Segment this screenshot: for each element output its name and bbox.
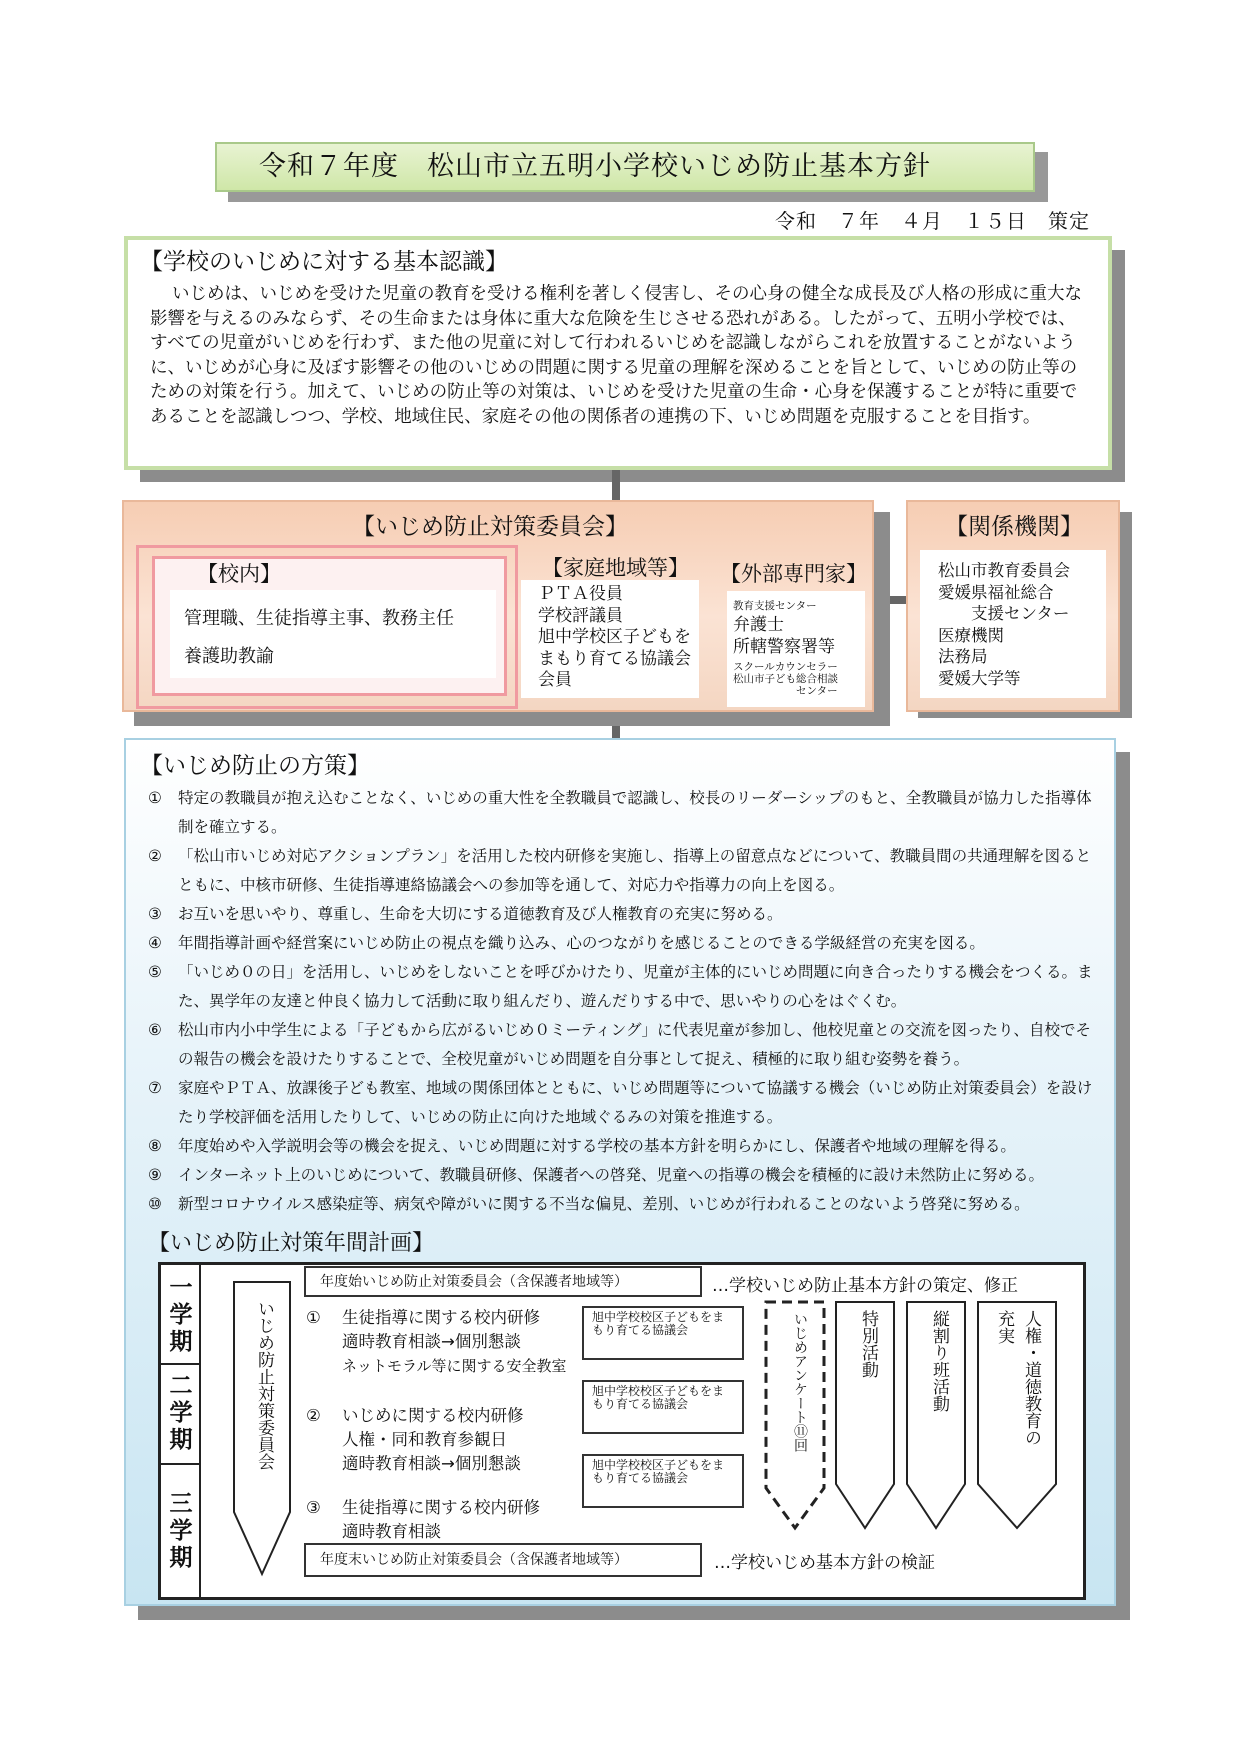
term1-line1: 生徒指導に関する校内研修 [342,1308,540,1327]
recognition-heading: 【学校のいじめに対する基本認識】 [140,249,508,275]
year-end-note: …学校いじめ基本方針の検証 [714,1553,935,1573]
plan-heading: 【いじめ防止対策年間計画】 [148,1231,435,1256]
item-text: 「松山市いじめ対応アクションプラン」を活用した校内研修を実施し、指導上の留意点などについて、教職員間の共通理解を図るとともに、中核市研修、生徒指導連絡協議会への参加等を通して、対応力や指導力の向上を図る。 [178,847,1092,894]
external-main: 弁護士 所轄警察署等 [733,615,835,657]
list-item [148,1161,1100,1190]
item-text: 特定の教職員が抱え込むことなく、いじめの重大性を全教職員で認識し、校長のリーダーシップのもと、全教職員が協力した指導体制を確立する。 [178,789,1092,836]
internal-members-line1: 管理職、生徒指導主事、教務主任 [184,608,454,629]
list-item [148,1016,1100,1074]
semester-divider [161,1463,201,1465]
measures-heading: 【いじめ防止の方策】 [140,753,370,779]
list-item [148,958,1100,1016]
external-small-1: 教育支援センター [733,600,817,612]
policy-date: 令和 ７年 ４月 １５日 策定 [775,209,1090,233]
year-start-note: …学校いじめ防止基本方針の策定、修正 [712,1276,1018,1296]
item-text: 松山市内小中学生による「子どもから広がるいじめ０ミーティング」に代表児童が参加し、他校児童との交流を図ったり、自校でその報告の機会を設けたりすることで、全校児童がいじめ問題を自分事として捉え、積極的に取り組む姿勢を養う。 [178,1021,1091,1068]
activity-arrow-1-label: 特別活動 [858,1310,878,1378]
list-item [148,1074,1100,1132]
list-item [148,1132,1100,1161]
item-number: ⑨ [148,1166,162,1184]
item-number: ④ [148,934,162,952]
connector-line [612,470,620,500]
recognition-body: いじめは、いじめを受けた児童の教育を受ける権利を著しく侵害し、その心身の健全な成長及び人格の形成に重大な影響を与えるのみならず、その生命または身体に重大な危険を生じさせる恐れがある。したがって、五明小学校では、すべての児童がいじめを行わず、また他の児童に対して行われるいじめを認識しながらこれを放置することがないように、いじめが心身に及ぼす影響その他のいじめの問題に関する児童の理解を深めることを旨として、いじめの防止等のための対策を行う。加えて、いじめの防止等の対策は、いじめを受けた児童の生命・心身を保護することが特に重要であることを認識しつつ、学校、地域住民、家庭その他の関係者の連携の下、いじめ問題を克服することを目指す。 [150,284,1082,427]
term2-line1: いじめに関する校内研修 [342,1406,524,1425]
survey-label: いじめアンケート⑪回 [792,1312,808,1452]
list-item [148,784,1100,842]
term1-number: ① [306,1308,321,1327]
item-text: お互いを思いやり、尊重し、生命を大切にする道徳教育及び人権教育の充実に努める。 [178,905,783,923]
list-item [148,929,1100,958]
activity-arrow-2-label: 縦割り班活動 [929,1310,949,1412]
family-heading: 【家庭地域等】 [542,556,689,580]
council-box-term1: 旭中学校校区子どもをまもり育てる協議会 [582,1306,744,1360]
list-item [148,1190,1100,1219]
page-title: 令和７年度 松山市立五明小学校いじめ防止基本方針 [215,142,1035,192]
item-number: ⑦ [148,1079,162,1097]
committee-arrow-label: いじめ防止対策委員会 [254,1300,274,1470]
semester-3: 三学期 [169,1491,193,1571]
term1-line3: ネットモラル等に関する安全教室 [342,1357,567,1375]
item-number: ⑤ [148,963,162,981]
item-number: ③ [148,905,162,923]
semester-2: 二学期 [169,1373,193,1453]
item-number: ⑧ [148,1137,162,1155]
activity-arrow-3-label: 人権・道徳教育の充実 [994,1310,1041,1446]
council-box-term2: 旭中学校校区子どもをまもり育てる協議会 [582,1380,744,1434]
internal-heading: 【校内】 [197,562,281,586]
term3-line1: 生徒指導に関する校内研修 [342,1498,540,1517]
item-number: ⑥ [148,1021,162,1039]
council-box-term3: 旭中学校校区子どもをまもり育てる協議会 [582,1454,744,1508]
list-item [148,842,1100,900]
agencies-heading: 【関係機関】 [945,514,1083,540]
list-item [148,900,1100,929]
item-number: ② [148,847,162,865]
item-text: 家庭やＰＴＡ、放課後子ども教室、地域の関係団体とともに、いじめ問題等について協議する機会（いじめ防止対策委員会）を設けたり学校評価を活用したりして、いじめの防止に向けた地域ぐるみの対策を推進する。 [178,1079,1093,1126]
item-number: ⑩ [148,1195,162,1213]
item-text: 年間指導計画や経営案にいじめ防止の視点を織り込み、心のつながりを感じることのできる学級経営の充実を図る。 [178,934,985,952]
committee-heading: 【いじめ防止対策委員会】 [352,514,628,540]
item-text: 年度始めや入学説明会等の機会を捉え、いじめ問題に対する学校の基本方針を明らかにし、保護者や地域の理解を得る。 [178,1137,1016,1155]
internal-members-line2: 養護助教諭 [184,646,274,667]
term2-number: ② [306,1406,321,1425]
term3-line2: 適時教育相談 [342,1522,441,1541]
item-text: 「いじめ０の日」を活用し、いじめをしないことを呼びかけたり、児童が主体的にいじめ問題に向き合ったりする機会をつくる。また、異学年の友達と仲良く協力して活動に取り組んだり、遊んだりする中で、思いやりの心をはぐくむ。 [178,963,1093,1010]
term2-line3: 適時教育相談→個別懇談 [342,1454,521,1473]
year-end-meeting: 年度末いじめ防止対策委員会（含保護者地域等） [304,1543,702,1577]
year-start-meeting: 年度始いじめ防止対策委員会（含保護者地域等） [304,1266,702,1297]
semester-column [161,1265,201,1597]
external-heading: 【外部専門家】 [720,562,867,586]
item-number: ① [148,789,162,807]
semester-divider [161,1363,201,1365]
external-small-2: スクールカウンセラー 松山市子ども総合相談 センター [733,661,838,697]
family-members: ＰＴＡ役員 学校評議員 旭中学校区子どもをまもり育てる協議会会員 [538,584,691,690]
term1-line2: 適時教育相談→個別懇談 [342,1332,521,1351]
semester-1: 一学期 [169,1275,193,1355]
item-text: インターネット上のいじめについて、教職員研修、保護者への啓発、児童への指導の機会を積極的に設け未然防止に努める。 [178,1166,1044,1184]
term3-number: ③ [306,1498,321,1517]
measures-list [148,784,1100,1219]
agencies-list: 松山市教育委員会 愛媛県福祉総合 支援センター 医療機関 法務局 愛媛大学等 [938,561,1070,688]
item-text: 新型コロナウイルス感染症等、病気や障がいに関する不当な偏見、差別、いじめが行われることのないよう啓発に努める。 [178,1195,1030,1213]
term2-line2: 人権・同和教育参観日 [342,1430,507,1449]
